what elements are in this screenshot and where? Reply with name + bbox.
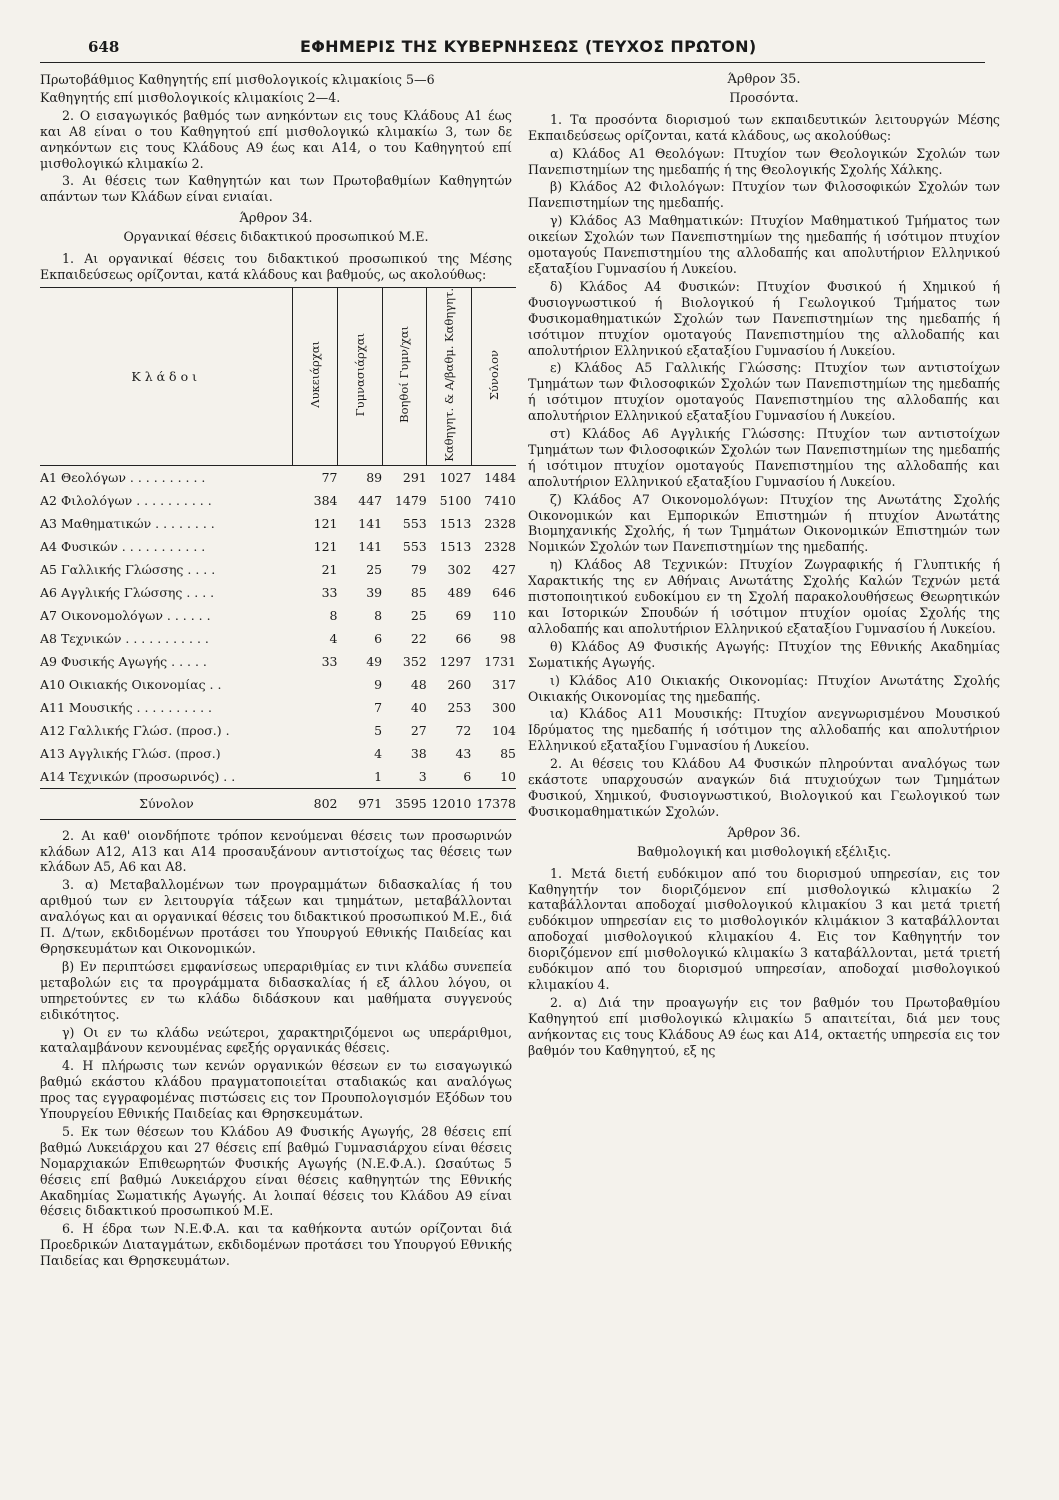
paragraph: ια) Κλάδος Α11 Μουσικής: Πτυχίον ανεγνωρισμένου Μουσικού Ιδρύματος της ημεδαπής ή ισότιμον της αλλοδαπής και απολυτήριον Ελληνικού εξαταξίου Γυμνασίου ή Λυκείου. (528, 706, 1000, 754)
paragraph: 3. α) Μεταβαλλομένων των προγραμμάτων διδασκαλίας ή του αριθμού των εν λειτουργία τάξεων και τμημάτων, μεταβάλλονται αναλόγως και αι οργανικαί θέσεις του διδακτικού προσωπικού Μ.Ε., διά Π. Δ/των, εκδιδομένων προτάσει του Υπουργού Εθνικής Παιδείας και Θρησκευμάτων και Οικονομικών. (40, 877, 512, 956)
paragraph: Καθηγητής επί μισθολογικοίς κλιμακίοις 2—4. (40, 89, 341, 105)
table-row: Α4 Φυσικών . . . . . . . . . . . 121 141 553 1513 2328 (40, 538, 516, 554)
paragraph: 1. Αι οργανικαί θέσεις του διδακτικού προσωπικού της Μέσης Εκπαιδεύσεως ορίζονται, κατά κλάδους και βαθμούς, ως ακολούθως: (40, 251, 512, 282)
table-row: Α12 Γαλλικής Γλώσ. (προσ.) . 5 27 72 104 (40, 722, 516, 738)
table-sum-row: Σύνολον 802 971 3595 12010 17378 (40, 788, 516, 819)
paragraph: 2. Αι καθ' οιονδήποτε τρόπον κενούμεναι θέσεις των προσωρινών κλάδων Α12, Α13 και Α14 προσαυξάνουν αντιστοίχως τας θέσεις των κλάδων Α5, Α6 και Α8. (40, 827, 512, 875)
table-row: Α3 Μαθηματικών . . . . . . . . 121 141 553 1513 2328 (40, 515, 516, 531)
page-header (40, 36, 1015, 64)
paragraph: 6. Η έδρα των Ν.Ε.Φ.Α. και τα καθήκοντα αυτών ορίζονται διά Προεδρικών Διαταγμάτων, εκδιδομένων προτάσει του Υπουργού Εθνικής Παιδείας και Θρησκευμάτων. (40, 1221, 512, 1269)
table-head-klados: Κλάδοι (40, 287, 293, 465)
table-row: Α13 Αγγλικής Γλώσ. (προσ.) 4 38 43 85 (40, 745, 516, 761)
table-row: Α8 Τεχνικών . . . . . . . . . . . 4 6 22 66 98 (40, 630, 516, 646)
table-row: Α9 Φυσικής Αγωγής . . . . . 33 49 352 1297 1731 (40, 653, 516, 669)
paragraph: δ) Κλάδος Α4 Φυσικών: Πτυχίον Φυσικού ή Χημικού ή Φυσιογνωστικού ή Βιολογικού ή Γεωλογικού Τμήματος των Φυσικομαθηματικών Σχολών των Πανεπιστημίων της ημεδαπής ή ισότιμον πτυχίον ομοταγούς Πανεπιστημίου της αλλοδαπής και απολυτήριον Ελληνικού εξαταξίου Γυμνασίου ή Λυκείου. (528, 278, 1000, 358)
table-row: Α2 Φιλολόγων . . . . . . . . . . 384 447 1479 5100 7410 (40, 492, 516, 508)
page-number: 648 (88, 38, 120, 56)
paragraph: 2. Ο εισαγωγικός βαθμός των ανηκόντων εις τους Κλάδους Α1 έως και Α8 είναι ο του Καθηγητού επί μισθολογικώ κλιμακίω 3, των δε ανηκόντων εις τους Κλάδους Α9 έως και Α14, ο του Καθηγητού επί μισθολογικώ κλιμακίω 2. (40, 107, 512, 171)
col-header: Σύνολον (471, 287, 516, 465)
paragraph: θ) Κλάδος Α9 Φυσικής Αγωγής: Πτυχίον της Εθνικής Ακαδημίας Σωματικής Αγωγής. (528, 638, 1000, 670)
paragraph: 1. Μετά διετή ευδόκιμον από του διορισμού υπηρεσίαν, εις τον Καθηγητήν τον διοριζόμενον επί μισθολογικώ κλιμακίω 2 καταβάλλονται αποδοχαί μισθολογικού κλιμακίου 3 και μετά τριετή ευδόκιμον υπηρεσίαν εις το μισθολογικόν κλιμάκιον 3 καταβάλλονται αποδοχαί μισθολογικού κλιμακίου 4. Εις τον Καθηγητήν τον διοριζόμενον επί μισθολογικώ κλιμακίω 3 καταβάλλονται, μετά τριετή ευδόκιμον από του διορισμού υπηρεσίαν, αποδοχαί μισθολογικού κλιμακίου 4. (528, 865, 1000, 992)
article-34-subtitle: Οργανικαί θέσεις διδακτικού προσωπικού Μ.Ε. (123, 229, 429, 245)
right-column (528, 72, 1000, 1060)
article-36-title: Άρθρον 36. (727, 825, 801, 841)
paragraph: ε) Κλάδος Α5 Γαλλικής Γλώσσης: Πτυχίον των αντιστοίχων Τμημάτων των Φιλοσοφικών Σχολών των Πανεπιστημίων της ημεδαπής ή ισότιμον πτυχίον ομοταγούς Πανεπιστημίου της αλλοδαπής και απολυτήριον Ελληνικού εξαταξίου Γυμνασίου ή Λυκείου. (528, 360, 1000, 424)
table-row: Α7 Οικονομολόγων . . . . . . 8 8 25 69 110 (40, 607, 516, 623)
paragraph: 1. Τα προσόντα διορισμού των εκπαιδευτικών λειτουργών Μέσης Εκπαιδεύσεως ορίζονται, κατά κλάδους, ως ακολούθως: (528, 111, 1000, 143)
paragraph: Πρωτοβάθμιος Καθηγητής επί μισθολογικοίς κλιμακίοις 5—6 (40, 72, 435, 87)
paragraph: γ) Οι εν τω κλάδω νεώτεροι, χαρακτηριζόμενοι ως υπεράριθμοι, καταλαμβάνουν κενουμένας εφεξής οργανικάς θέσεις. (40, 1024, 512, 1056)
paragraph: γ) Κλάδος Α3 Μαθηματικών: Πτυχίον Μαθηματικού Τμήματος των οικείων Σχολών των Πανεπιστημίων της ημεδαπής ή ισότιμον πτυχίον ομοταγούς Πανεπιστημίου της αλλοδαπής και απολυτήριον Ελληνικού εξαταξίου Γυμνασίου ή Λυκείου. (528, 213, 1000, 276)
article-34-title: Άρθρον 34. (239, 211, 313, 227)
col-header: Καθηγητ. & Α/βαθμ. Καθηγητ. (427, 287, 472, 465)
table-row: Α14 Τεχνικών (προσωρινός) . . 1 3 6 10 (40, 768, 516, 784)
table-row: Α10 Οικιακής Οικονομίας . . 9 48 260 317 (40, 676, 516, 692)
paragraph: 4. Η πλήρωσις των κενών οργανικών θέσεων εν τω εισαγωγικώ βαθμώ εκάστου κλάδου πραγματοποιείται σταδιακώς και αναλόγως προς τας εγγραφομένας πιστώσεις εις τον Προυπολογισμόν Εξόδων του Υπουργείου Εθνικής Παιδείας και Θρησκευμάτων. (40, 1058, 512, 1122)
paragraph: ι) Κλάδος Α10 Οικιακής Οικονομίας: Πτυχίον Ανωτάτης Σχολής Οικιακής Οικονομίας της ημεδαπής. (528, 672, 1000, 704)
paragraph: 3. Αι θέσεις των Καθηγητών και των Πρωτοβαθμίων Καθηγητών απάντων των Κλάδων είναι ενιαίαι. (40, 173, 512, 205)
positions-table (40, 287, 516, 820)
col-header: Βοηθοί Γυμν/χαι (382, 287, 427, 465)
table-row: Α6 Αγγλικής Γλώσσης . . . . 33 39 85 489 646 (40, 584, 516, 600)
header-rule (40, 62, 985, 63)
paragraph: 5. Εκ των θέσεων του Κλάδου Α9 Φυσικής Αγωγής, 28 θέσεις επί βαθμώ Λυκειάρχου και 27 θέσεις επί βαθμώ Γυμνασιάρχου είναι θέσεις Νομαρχιακών Επιθεωρητών Φυσικής Αγωγής (Ν.Ε.Φ.Α.). Ωσαύτως 5 θέσεις επί βαθμώ Λυκειάρχου είναι θέσεις καθηγητών της Εθνικής Ακαδημίας Σωματικής Αγωγής. Αι λοιπαί θέσεις του Κλάδου Α9 είναι θέσεις διδακτικού προσωπικού Μ.Ε. (40, 1123, 512, 1219)
running-title: ΕΦΗΜΕΡΙΣ ΤΗΣ ΚΥΒΕΡΝΗΣΕΩΣ (ΤΕΥΧΟΣ ΠΡΩΤΟΝ) (300, 37, 757, 56)
article-36-subtitle: Βαθμολογική και μισθολογική εξέλιξις. (636, 843, 892, 859)
paragraph: η) Κλάδος Α8 Τεχνικών: Πτυχίον Ζωγραφικής ή Γλυπτικής ή Χαρακτικής της εν Αθήναις Ανωτάτης Σχολής Καλών Τεχνών μετά πιστοποιητικού ευδοκίμου εν τη Σχολή παρακολουθήσεως Θεωρητικών και Ιστορικών Σπουδών ή ισότιμον πτυχίον ομοίας Σχολής της αλλοδαπής και απολυτήριον Ελληνικού εξαταξίου Γυμνασίου ή Λυκείου. (528, 557, 1000, 636)
paragraph: ζ) Κλάδος Α7 Οικονομολόγων: Πτυχίον της Ανωτάτης Σχολής Οικονομικών και Εμπορικών Επιστημών ή πτυχίον Ανωτάτης Βιομηχανικής Σχολής, ή των Τμημάτων Οικονομικών Επιστημών των Νομικών Σχολών των Πανεπιστημίων της ημεδαπής. (528, 491, 1000, 555)
paragraph: 2. Αι θέσεις του Κλάδου Α4 Φυσικών πληρούνται αναλόγως των εκάστοτε υπαρχουσών αναγκών διά πτυχιούχων των Τμημάτων Φυσικού, Χημικού, Φυσιογνωστικού, Βιολογικού και Γεωλογικού των Φυσικομαθηματικών Σχολών. (528, 756, 1000, 819)
paragraph: α) Κλάδος Α1 Θεολόγων: Πτυχίον των Θεολογικών Σχολών των Πανεπιστημίων της ημεδαπής ή της Θεολογικής Σχολής Χάλκης. (528, 145, 1000, 177)
paragraph: β) Εν περιπτώσει εμφανίσεως υπεραριθμίας εν τινι κλάδω συνεπεία μεταβολών εις τα προγράμματα διδασκαλίας ή εξ άλλου λόγου, οι υπηρετούντες εν τω κλάδω διδάσκουν και μαθήματα συγγενούς ειδικότητος. (40, 958, 512, 1022)
article-35-subtitle: Προσόντα. (729, 89, 799, 105)
paragraph: στ) Κλάδος Α6 Αγγλικής Γλώσσης: Πτυχίον των αντιστοίχων Τμημάτων των Φιλοσοφικών Σχολών των Πανεπιστημίων της ημεδαπής ή ισότιμον πτυχίον ομοταγούς Πανεπιστημίου της αλλοδαπής και απολυτήριον Ελληνικού εξαταξίου Γυμνασίου ή Λυκείου. (528, 426, 1000, 489)
article-35-title: Άρθρον 35. (727, 72, 801, 87)
table-row: Α5 Γαλλικής Γλώσσης . . . . 21 25 79 302 427 (40, 561, 516, 577)
table-row: Α1 Θεολόγων . . . . . . . . . . 77 89 291 1027 1484 (40, 469, 516, 485)
left-column (40, 72, 516, 1271)
paragraph: 2. α) Διά την προαγωγήν εις τον βαθμόν του Πρωτοβαθμίου Καθηγητού επί μισθολογικώ κλιμακίω 5 απαιτείται, διά μεν τους ανήκοντας εις τους Κλάδους Α9 έως και Α14, οκταετής υπηρεσία εις τον βαθμόν του Καθηγητού, εξ ης (528, 994, 1000, 1058)
table-row: Α11 Μουσικής . . . . . . . . . . 7 40 253 300 (40, 699, 516, 715)
paragraph: β) Κλάδος Α2 Φιλολόγων: Πτυχίον των Φιλοσοφικών Σχολών των Πανεπιστημίων της ημεδαπής. (528, 179, 1000, 211)
col-header: Γυμνασιάρχαι (338, 287, 383, 465)
col-header: Λυκειάρχαι (293, 287, 338, 465)
